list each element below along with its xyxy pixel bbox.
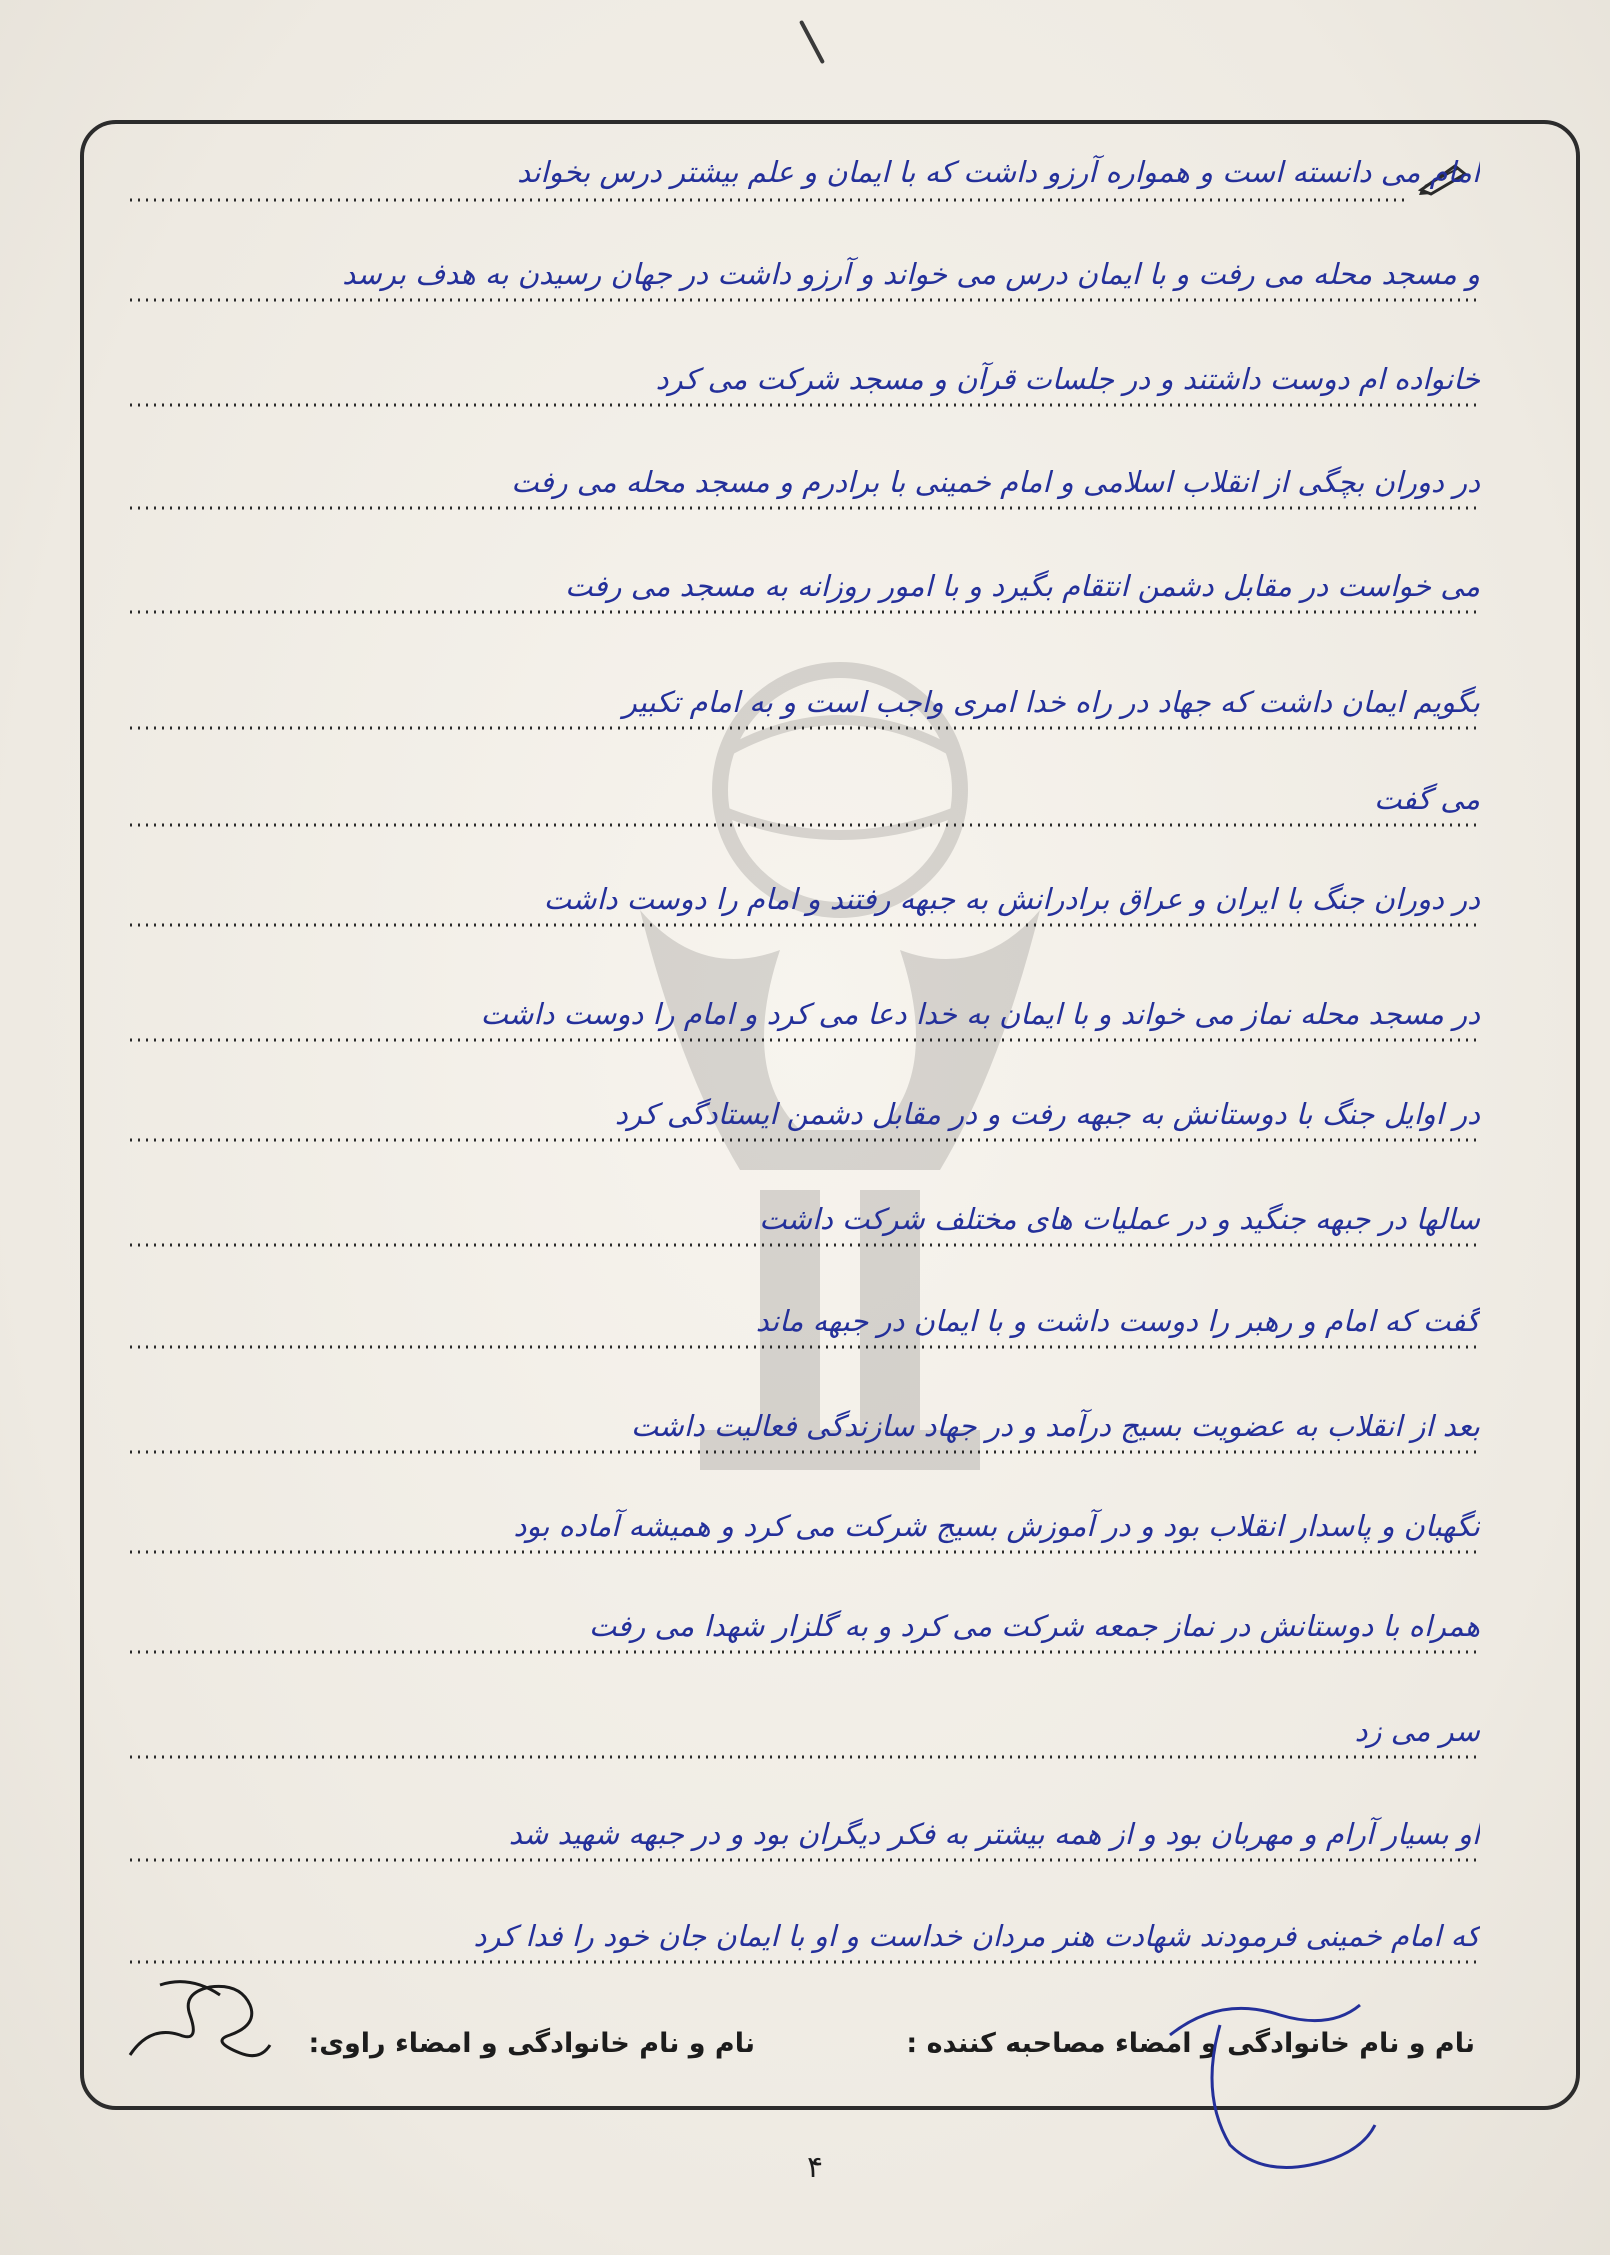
- handwritten-line: در دوران بچگی از انقلاب اسلامی و امام خمینی با برادرم و مسجد محله می رفت: [511, 465, 1480, 499]
- handwritten-line: و مسجد محله می رفت و با ایمان درس می خواند و آرزو داشت در جهان رسیدن به هدف برسد: [342, 257, 1480, 291]
- handwritten-line: امام می دانسته است و همواره آرزو داشت که با ایمان و علم بیشتر درس بخواند: [517, 155, 1480, 189]
- handwritten-line: بعد از انقلاب به عضویت بسیج درآمد و در جهاد سازندگی فعالیت داشت: [631, 1409, 1480, 1443]
- handwritten-line: در دوران جنگ با ایران و عراق برادرانش به جبهه رفتند و امام را دوست داشت: [543, 882, 1480, 916]
- handwritten-line: سالها در جبهه جنگید و در عملیات های مختلف شرکت داشت: [759, 1202, 1480, 1236]
- handwritten-line: همراه با دوستانش در نماز جمعه شرکت می کرد و به گلزار شهدا می رفت: [588, 1609, 1480, 1643]
- handwritten-line: نگهبان و پاسدار انقلاب بود و در آموزش بسیج شرکت می کرد و همیشه آماده بود: [513, 1509, 1480, 1543]
- handwritten-line: در مسجد محله نماز می خواند و با ایمان به خدا دعا می کرد و امام را دوست داشت: [480, 997, 1480, 1031]
- interviewer-signature-label: نام و نام خانوادگی و امضاء مصاحبه کننده :: [906, 2028, 1475, 2059]
- handwritten-line: سر می زد: [1354, 1714, 1480, 1748]
- handwritten-line: گفت که امام و رهبر را دوست داشت و با ایمان در جبهه ماند: [755, 1304, 1480, 1338]
- page-number: ۴: [806, 2150, 824, 2185]
- handwritten-line: می خواست در مقابل دشمن انتقام بگیرد و با امور روزانه به مسجد می رفت: [565, 569, 1480, 603]
- handwritten-line: خانواده ام دوست داشتند و در جلسات قرآن و مسجد شرکت می کرد: [655, 362, 1480, 396]
- narrator-signature: [120, 1965, 280, 2075]
- handwritten-line: او بسیار آرام و مهربان بود و از همه بیشتر به فکر دیگران بود و در جبهه شهید شد: [508, 1817, 1480, 1851]
- narrator-signature-label: نام و نام خانوادگی و امضاء راوی:: [308, 2028, 755, 2059]
- handwritten-line: بگویم ایمان داشت که جهاد در راه خدا امری واجب است و به امام تکبیر: [622, 685, 1480, 719]
- interviewer-signature: [1160, 1975, 1380, 2185]
- handwritten-line: می گفت: [1374, 782, 1480, 816]
- handwritten-line: که امام خمینی فرمودند شهادت هنر مردان خداست و او با ایمان جان خود را فدا کرد: [473, 1919, 1480, 1953]
- handwritten-line: در اوایل جنگ با دوستانش به جبهه رفت و در مقابل دشمن ایستادگی کرد: [614, 1097, 1480, 1131]
